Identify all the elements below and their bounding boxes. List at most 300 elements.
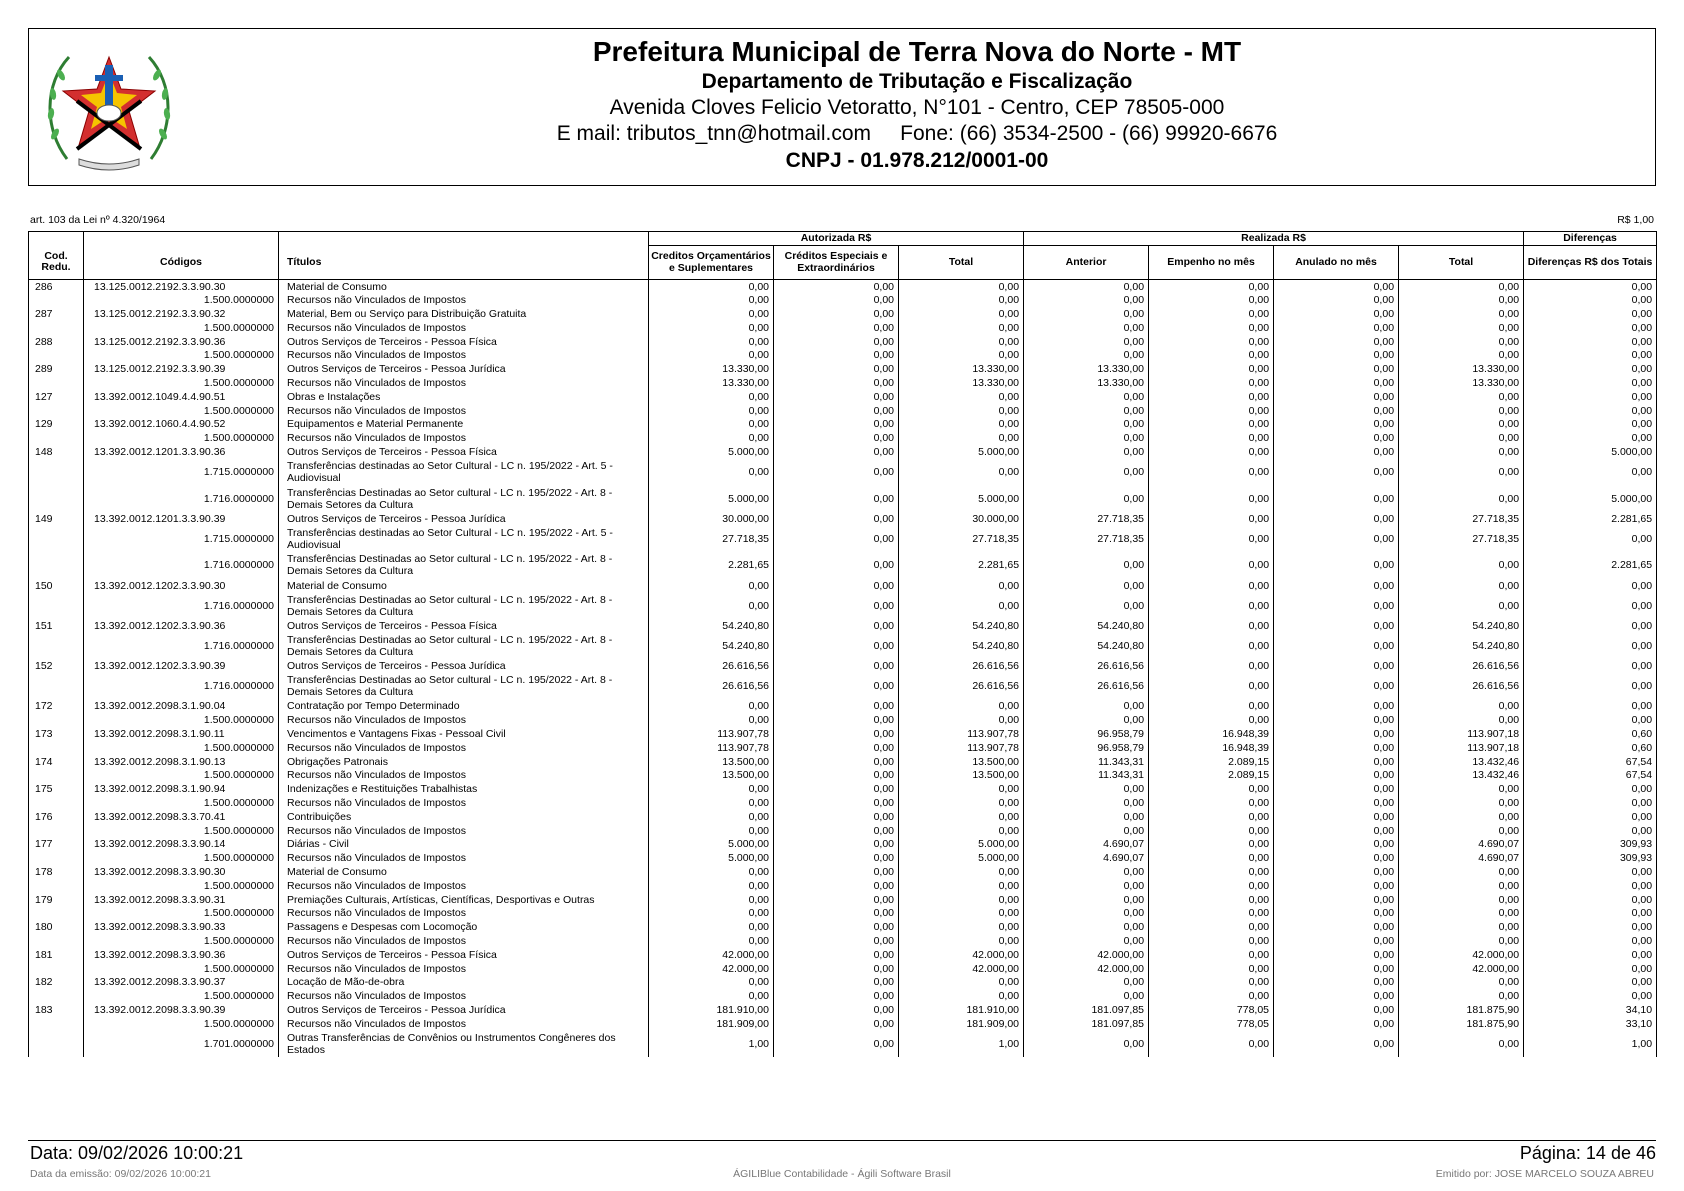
cell-total-autorizada: 2.281,65 (899, 552, 1024, 579)
col-anterior: Anterior (1024, 246, 1149, 280)
cell-cod (29, 485, 84, 512)
cell-diferenca: 0,00 (1524, 390, 1657, 404)
cell-cod: 127 (29, 390, 84, 404)
cell-codigo: 1.500.0000000 (84, 348, 279, 362)
cell-codigo: 13.392.0012.1060.4.4.90.52 (84, 417, 279, 431)
cell-cod (29, 321, 84, 335)
cell-titulo: Recursos não Vinculados de Impostos (279, 321, 649, 335)
cell-titulo: Premiações Culturais, Artísticas, Científicas, Desportivas e Outras (279, 893, 649, 907)
table-row (29, 552, 1657, 579)
cell-diferenca: 0,00 (1524, 526, 1657, 553)
cell-creditos-especiais: 0,00 (774, 512, 899, 526)
municipal-coat-of-arms-logo (39, 39, 179, 177)
cell-diferenca: 0,00 (1524, 376, 1657, 390)
cell-anterior: 26.616,56 (1024, 659, 1149, 673)
cell-diferenca: 0,00 (1524, 404, 1657, 418)
cell-total-realizada: 42.000,00 (1399, 948, 1524, 962)
cell-empenho: 0,00 (1149, 526, 1274, 553)
cell-cod (29, 769, 84, 783)
cell-cod (29, 404, 84, 418)
table-row (29, 673, 1657, 700)
cell-creditos-especiais: 0,00 (774, 659, 899, 673)
cell-creditos-especiais: 0,00 (774, 755, 899, 769)
cell-total-realizada: 13.432,46 (1399, 769, 1524, 783)
cell-empenho: 0,00 (1149, 934, 1274, 948)
cell-anulado: 0,00 (1274, 782, 1399, 796)
cell-creditos-especiais: 0,00 (774, 552, 899, 579)
cell-creditos-especiais: 0,00 (774, 948, 899, 962)
table-row (29, 485, 1657, 512)
cell-anterior: 42.000,00 (1024, 948, 1149, 962)
cell-creditos-orcamentarios: 0,00 (649, 934, 774, 948)
cell-total-autorizada: 0,00 (899, 280, 1024, 294)
cell-empenho: 0,00 (1149, 782, 1274, 796)
cell-total-autorizada: 0,00 (899, 417, 1024, 431)
cell-cod: 181 (29, 948, 84, 962)
table-row (29, 633, 1657, 660)
group-blank (84, 232, 279, 246)
cell-empenho: 0,00 (1149, 893, 1274, 907)
cell-empenho: 0,00 (1149, 673, 1274, 700)
cell-total-realizada: 27.718,35 (1399, 526, 1524, 553)
cell-anterior: 0,00 (1024, 485, 1149, 512)
cell-codigo: 1.716.0000000 (84, 592, 279, 619)
cell-diferenca: 0,00 (1524, 417, 1657, 431)
cell-codigo: 1.500.0000000 (84, 713, 279, 727)
cell-anulado: 0,00 (1274, 1017, 1399, 1031)
cell-titulo: Outros Serviços de Terceiros - Pessoa Jurídica (279, 362, 649, 376)
cell-titulo: Recursos não Vinculados de Impostos (279, 934, 649, 948)
cell-titulo: Material de Consumo (279, 280, 649, 294)
footer-software: ÁGILIBlue Contabilidade - Ágili Software Brasil (733, 1168, 951, 1180)
cell-anterior: 26.616,56 (1024, 673, 1149, 700)
cell-cod: 289 (29, 362, 84, 376)
cell-titulo: Transferências Destinadas ao Setor cultural - LC n. 195/2022 - Art. 8 - Demais Setores da Cultura (279, 673, 649, 700)
cell-empenho: 2.089,15 (1149, 769, 1274, 783)
cell-total-realizada: 0,00 (1399, 348, 1524, 362)
cell-creditos-especiais: 0,00 (774, 741, 899, 755)
cell-codigo: 13.125.0012.2192.3.3.90.30 (84, 280, 279, 294)
cell-cod: 173 (29, 727, 84, 741)
cell-titulo: Recursos não Vinculados de Impostos (279, 796, 649, 810)
cell-codigo: 13.392.0012.2098.3.3.90.37 (84, 975, 279, 989)
cell-empenho: 0,00 (1149, 552, 1274, 579)
cell-total-autorizada: 54.240,80 (899, 633, 1024, 660)
cell-anulado: 0,00 (1274, 592, 1399, 619)
cell-cod (29, 431, 84, 445)
cell-anulado: 0,00 (1274, 769, 1399, 783)
cell-empenho: 16.948,39 (1149, 727, 1274, 741)
cell-creditos-orcamentarios: 0,00 (649, 335, 774, 349)
cell-empenho: 0,00 (1149, 362, 1274, 376)
table-row (29, 851, 1657, 865)
cell-creditos-orcamentarios: 0,00 (649, 579, 774, 593)
footer-date: Data: 09/02/2026 10:00:21 (30, 1143, 244, 1163)
cell-creditos-especiais: 0,00 (774, 1017, 899, 1031)
cell-diferenca: 0,00 (1524, 659, 1657, 673)
cell-codigo: 13.392.0012.2098.3.3.90.30 (84, 865, 279, 879)
cell-titulo: Outras Transferências de Convênios ou Instrumentos Congêneres dos Estados (279, 1031, 649, 1058)
cell-codigo: 1.716.0000000 (84, 673, 279, 700)
cell-total-autorizada: 113.907,78 (899, 741, 1024, 755)
cell-total-autorizada: 0,00 (899, 934, 1024, 948)
cell-codigo: 1.500.0000000 (84, 934, 279, 948)
table-row (29, 1003, 1657, 1017)
cell-total-realizada: 0,00 (1399, 975, 1524, 989)
cell-cod (29, 376, 84, 390)
cell-diferenca: 0,00 (1524, 673, 1657, 700)
cell-creditos-orcamentarios: 42.000,00 (649, 962, 774, 976)
cell-creditos-especiais: 0,00 (774, 579, 899, 593)
cell-total-realizada: 0,00 (1399, 417, 1524, 431)
footer-divider (28, 1140, 1656, 1141)
table-row (29, 700, 1657, 714)
cell-anterior: 0,00 (1024, 796, 1149, 810)
cell-codigo: 1.500.0000000 (84, 907, 279, 921)
page-title: Prefeitura Municipal de Terra Nova do Norte - MT (592, 36, 1242, 67)
cell-empenho: 0,00 (1149, 376, 1274, 390)
table-row (29, 592, 1657, 619)
cell-titulo: Outros Serviços de Terceiros - Pessoa Física (279, 948, 649, 962)
cell-anulado: 0,00 (1274, 445, 1399, 459)
footer-issuer: Emitido por: JOSE MARCELO SOUZA ABREU (1435, 1168, 1654, 1180)
cell-total-autorizada: 0,00 (899, 404, 1024, 418)
cell-codigo: 13.125.0012.2192.3.3.90.32 (84, 307, 279, 321)
cell-diferenca: 0,00 (1524, 293, 1657, 307)
cell-creditos-especiais: 0,00 (774, 376, 899, 390)
col-total-autorizada: Total (899, 246, 1024, 280)
cell-codigo: 13.392.0012.2098.3.3.90.39 (84, 1003, 279, 1017)
cell-empenho: 0,00 (1149, 633, 1274, 660)
cell-codigo: 1.500.0000000 (84, 989, 279, 1003)
cell-diferenca: 67,54 (1524, 769, 1657, 783)
cell-diferenca: 0,00 (1524, 633, 1657, 660)
cell-anterior: 0,00 (1024, 700, 1149, 714)
cell-empenho: 778,05 (1149, 1003, 1274, 1017)
cell-diferenca: 0,00 (1524, 307, 1657, 321)
cell-total-autorizada: 0,00 (899, 824, 1024, 838)
cell-titulo: Recursos não Vinculados de Impostos (279, 348, 649, 362)
cell-codigo: 13.392.0012.2098.3.1.90.11 (84, 727, 279, 741)
cell-anterior: 181.097,85 (1024, 1017, 1149, 1031)
cell-empenho: 0,00 (1149, 321, 1274, 335)
cell-creditos-orcamentarios: 0,00 (649, 592, 774, 619)
group-blank (279, 232, 649, 246)
cell-creditos-orcamentarios: 0,00 (649, 989, 774, 1003)
cell-diferenca: 33,10 (1524, 1017, 1657, 1031)
cell-empenho: 0,00 (1149, 865, 1274, 879)
table-row (29, 1017, 1657, 1031)
cell-anterior: 0,00 (1024, 348, 1149, 362)
cell-codigo: 13.392.0012.2098.3.3.90.36 (84, 948, 279, 962)
cell-titulo: Material de Consumo (279, 865, 649, 879)
cell-creditos-orcamentarios: 0,00 (649, 431, 774, 445)
cell-cod: 179 (29, 893, 84, 907)
cell-codigo: 1.500.0000000 (84, 879, 279, 893)
cell-codigo: 13.392.0012.2098.3.3.70.41 (84, 810, 279, 824)
cell-anulado: 0,00 (1274, 796, 1399, 810)
cell-anterior: 0,00 (1024, 934, 1149, 948)
cell-cod: 182 (29, 975, 84, 989)
cell-anterior: 0,00 (1024, 907, 1149, 921)
cell-anterior: 0,00 (1024, 579, 1149, 593)
cell-titulo: Outros Serviços de Terceiros - Pessoa Física (279, 335, 649, 349)
cell-anterior: 0,00 (1024, 280, 1149, 294)
cell-codigo: 1.500.0000000 (84, 796, 279, 810)
cell-total-realizada: 54.240,80 (1399, 619, 1524, 633)
cell-anulado: 0,00 (1274, 1031, 1399, 1058)
cell-total-realizada: 0,00 (1399, 989, 1524, 1003)
cell-empenho: 0,00 (1149, 307, 1274, 321)
cell-anulado: 0,00 (1274, 417, 1399, 431)
cell-diferenca: 309,93 (1524, 851, 1657, 865)
cell-codigo: 1.500.0000000 (84, 293, 279, 307)
table-row (29, 975, 1657, 989)
cell-creditos-especiais: 0,00 (774, 321, 899, 335)
cell-anulado: 0,00 (1274, 962, 1399, 976)
cell-total-realizada: 181.875,90 (1399, 1003, 1524, 1017)
cell-total-autorizada: 5.000,00 (899, 838, 1024, 852)
cell-cod (29, 879, 84, 893)
cell-creditos-orcamentarios: 0,00 (649, 824, 774, 838)
cell-codigo: 1.715.0000000 (84, 526, 279, 553)
cell-diferenca: 5.000,00 (1524, 445, 1657, 459)
cell-codigo: 1.500.0000000 (84, 824, 279, 838)
department-name: Departamento de Tributação e Fiscalização (701, 70, 1133, 93)
cell-anterior: 0,00 (1024, 865, 1149, 879)
cell-creditos-orcamentarios: 0,00 (649, 307, 774, 321)
cell-creditos-especiais: 0,00 (774, 713, 899, 727)
cell-anulado: 0,00 (1274, 920, 1399, 934)
cell-codigo: 1.500.0000000 (84, 376, 279, 390)
cell-total-autorizada: 26.616,56 (899, 659, 1024, 673)
cell-anulado: 0,00 (1274, 293, 1399, 307)
cell-cod (29, 633, 84, 660)
cell-anterior: 181.097,85 (1024, 1003, 1149, 1017)
cell-anterior: 0,00 (1024, 810, 1149, 824)
cell-anulado: 0,00 (1274, 307, 1399, 321)
cell-creditos-orcamentarios: 0,00 (649, 404, 774, 418)
cell-total-realizada: 0,00 (1399, 796, 1524, 810)
table-row (29, 907, 1657, 921)
cell-titulo: Recursos não Vinculados de Impostos (279, 824, 649, 838)
report-header (28, 28, 1656, 186)
cell-total-realizada: 0,00 (1399, 934, 1524, 948)
cell-creditos-especiais: 0,00 (774, 348, 899, 362)
cell-cod (29, 851, 84, 865)
cell-cod (29, 348, 84, 362)
table-row (29, 390, 1657, 404)
cell-anterior: 0,00 (1024, 431, 1149, 445)
cell-creditos-especiais: 0,00 (774, 307, 899, 321)
cell-codigo: 13.392.0012.1201.3.3.90.36 (84, 445, 279, 459)
cell-diferenca: 0,00 (1524, 700, 1657, 714)
table-row (29, 727, 1657, 741)
cell-codigo: 13.125.0012.2192.3.3.90.36 (84, 335, 279, 349)
cell-cod (29, 713, 84, 727)
cell-anterior: 27.718,35 (1024, 512, 1149, 526)
cell-anterior: 54.240,80 (1024, 619, 1149, 633)
cell-creditos-orcamentarios: 1,00 (649, 1031, 774, 1058)
cell-codigo: 1.500.0000000 (84, 321, 279, 335)
cell-diferenca: 0,00 (1524, 619, 1657, 633)
table-row (29, 417, 1657, 431)
cell-diferenca: 0,00 (1524, 907, 1657, 921)
cell-empenho: 0,00 (1149, 431, 1274, 445)
cell-anterior: 0,00 (1024, 307, 1149, 321)
cell-creditos-especiais: 0,00 (774, 417, 899, 431)
cell-total-autorizada: 0,00 (899, 700, 1024, 714)
cell-creditos-orcamentarios: 5.000,00 (649, 485, 774, 512)
cell-creditos-orcamentarios: 5.000,00 (649, 838, 774, 852)
cell-diferenca: 0,00 (1524, 865, 1657, 879)
cell-diferenca: 0,00 (1524, 920, 1657, 934)
cell-total-realizada: 0,00 (1399, 552, 1524, 579)
cell-creditos-especiais: 0,00 (774, 920, 899, 934)
cell-empenho: 0,00 (1149, 838, 1274, 852)
cell-diferenca: 67,54 (1524, 755, 1657, 769)
table-row (29, 280, 1657, 294)
cell-anulado: 0,00 (1274, 741, 1399, 755)
cell-anterior: 0,00 (1024, 920, 1149, 934)
cell-total-autorizada: 0,00 (899, 335, 1024, 349)
cell-cod: 172 (29, 700, 84, 714)
cell-codigo: 1.500.0000000 (84, 1017, 279, 1031)
cell-titulo: Outros Serviços de Terceiros - Pessoa Física (279, 619, 649, 633)
table-row (29, 865, 1657, 879)
cell-titulo: Material, Bem ou Serviço para Distribuição Gratuita (279, 307, 649, 321)
cell-codigo: 1.500.0000000 (84, 962, 279, 976)
cell-titulo: Transferências Destinadas ao Setor cultural - LC n. 195/2022 - Art. 8 - Demais Setores da Cultura (279, 552, 649, 579)
cell-creditos-orcamentarios: 13.330,00 (649, 362, 774, 376)
cell-codigo: 1.715.0000000 (84, 459, 279, 486)
cell-anterior: 0,00 (1024, 390, 1149, 404)
cell-total-autorizada: 0,00 (899, 293, 1024, 307)
cell-total-autorizada: 0,00 (899, 893, 1024, 907)
table-row (29, 376, 1657, 390)
cell-cod (29, 824, 84, 838)
cell-titulo: Obrigações Patronais (279, 755, 649, 769)
cell-anulado: 0,00 (1274, 824, 1399, 838)
cell-total-realizada: 0,00 (1399, 592, 1524, 619)
cell-titulo: Diárias - Civil (279, 838, 649, 852)
cell-creditos-orcamentarios: 54.240,80 (649, 633, 774, 660)
cell-anulado: 0,00 (1274, 376, 1399, 390)
cell-empenho: 0,00 (1149, 445, 1274, 459)
cell-empenho: 0,00 (1149, 390, 1274, 404)
cell-anterior: 0,00 (1024, 592, 1149, 619)
cell-empenho: 0,00 (1149, 948, 1274, 962)
cell-titulo: Equipamentos e Material Permanente (279, 417, 649, 431)
cell-empenho: 0,00 (1149, 293, 1274, 307)
cell-diferenca: 0,00 (1524, 796, 1657, 810)
table-row (29, 769, 1657, 783)
table-row (29, 307, 1657, 321)
cell-titulo: Contribuições (279, 810, 649, 824)
cell-cod: 174 (29, 755, 84, 769)
cell-creditos-orcamentarios: 0,00 (649, 879, 774, 893)
currency-unit: R$ 1,00 (1617, 214, 1654, 226)
cell-titulo: Recursos não Vinculados de Impostos (279, 907, 649, 921)
cell-total-autorizada: 0,00 (899, 713, 1024, 727)
cell-codigo: 13.392.0012.1202.3.3.90.39 (84, 659, 279, 673)
col-cod: Cod. Redu. (29, 246, 84, 280)
cell-total-autorizada: 5.000,00 (899, 445, 1024, 459)
col-creditos-especiais: Créditos Especiais e Extraordinários (774, 246, 899, 280)
cell-anulado: 0,00 (1274, 335, 1399, 349)
cell-titulo: Outros Serviços de Terceiros - Pessoa Física (279, 445, 649, 459)
cell-total-autorizada: 0,00 (899, 782, 1024, 796)
cell-diferenca: 0,00 (1524, 579, 1657, 593)
cell-diferenca: 2.281,65 (1524, 552, 1657, 579)
cell-total-realizada: 0,00 (1399, 713, 1524, 727)
cell-anulado: 0,00 (1274, 810, 1399, 824)
cell-cod (29, 796, 84, 810)
cell-titulo: Transferências destinadas ao Setor Cultural - LC n. 195/2022 - Art. 5 - Audiovisual (279, 526, 649, 553)
cell-cod (29, 741, 84, 755)
cell-anulado: 0,00 (1274, 865, 1399, 879)
cell-cod: 183 (29, 1003, 84, 1017)
cell-cod: 288 (29, 335, 84, 349)
cell-codigo: 1.500.0000000 (84, 431, 279, 445)
cell-cod (29, 293, 84, 307)
cell-cod: 152 (29, 659, 84, 673)
cell-total-autorizada: 26.616,56 (899, 673, 1024, 700)
cell-diferenca: 0,00 (1524, 321, 1657, 335)
cell-diferenca: 0,00 (1524, 989, 1657, 1003)
cell-diferenca: 0,00 (1524, 348, 1657, 362)
cell-empenho: 0,00 (1149, 485, 1274, 512)
cell-anterior: 0,00 (1024, 321, 1149, 335)
cell-total-realizada: 26.616,56 (1399, 673, 1524, 700)
table-row (29, 526, 1657, 553)
cnpj-line: CNPJ - 01.978.212/0001-00 (785, 149, 1049, 172)
cell-creditos-especiais: 0,00 (774, 989, 899, 1003)
cell-anterior: 11.343,31 (1024, 755, 1149, 769)
cell-empenho: 0,00 (1149, 824, 1274, 838)
table-row (29, 920, 1657, 934)
cell-diferenca: 0,00 (1524, 280, 1657, 294)
table-row (29, 321, 1657, 335)
group-blank (29, 232, 84, 246)
cell-codigo: 13.392.0012.1049.4.4.90.51 (84, 390, 279, 404)
cell-cod: 178 (29, 865, 84, 879)
cell-anulado: 0,00 (1274, 348, 1399, 362)
table-row (29, 1031, 1657, 1058)
col-creditos-orcamentarios: Creditos Orçamentários e Suplementares (649, 246, 774, 280)
cell-total-realizada: 181.875,90 (1399, 1017, 1524, 1031)
cell-anulado: 0,00 (1274, 485, 1399, 512)
cell-codigo: 1.716.0000000 (84, 552, 279, 579)
cell-creditos-especiais: 0,00 (774, 673, 899, 700)
cell-empenho: 16.948,39 (1149, 741, 1274, 755)
cell-empenho: 0,00 (1149, 335, 1274, 349)
cell-titulo: Recursos não Vinculados de Impostos (279, 404, 649, 418)
cell-total-autorizada: 0,00 (899, 975, 1024, 989)
cell-diferenca: 0,00 (1524, 879, 1657, 893)
address-line: Avenida Cloves Felicio Vetoratto, N°101 - Centro, CEP 78505-000 (609, 96, 1225, 119)
legal-reference: art. 103 da Lei nº 4.320/1964 (30, 214, 166, 226)
cell-total-autorizada: 13.330,00 (899, 376, 1024, 390)
cell-creditos-especiais: 0,00 (774, 962, 899, 976)
cell-anterior: 4.690,07 (1024, 851, 1149, 865)
cell-titulo: Transferências destinadas ao Setor Cultural - LC n. 195/2022 - Art. 5 - Audiovisual (279, 459, 649, 486)
cell-creditos-especiais: 0,00 (774, 727, 899, 741)
cell-total-autorizada: 30.000,00 (899, 512, 1024, 526)
cell-anterior: 0,00 (1024, 782, 1149, 796)
cell-titulo: Outros Serviços de Terceiros - Pessoa Jurídica (279, 512, 649, 526)
cell-titulo: Material de Consumo (279, 579, 649, 593)
